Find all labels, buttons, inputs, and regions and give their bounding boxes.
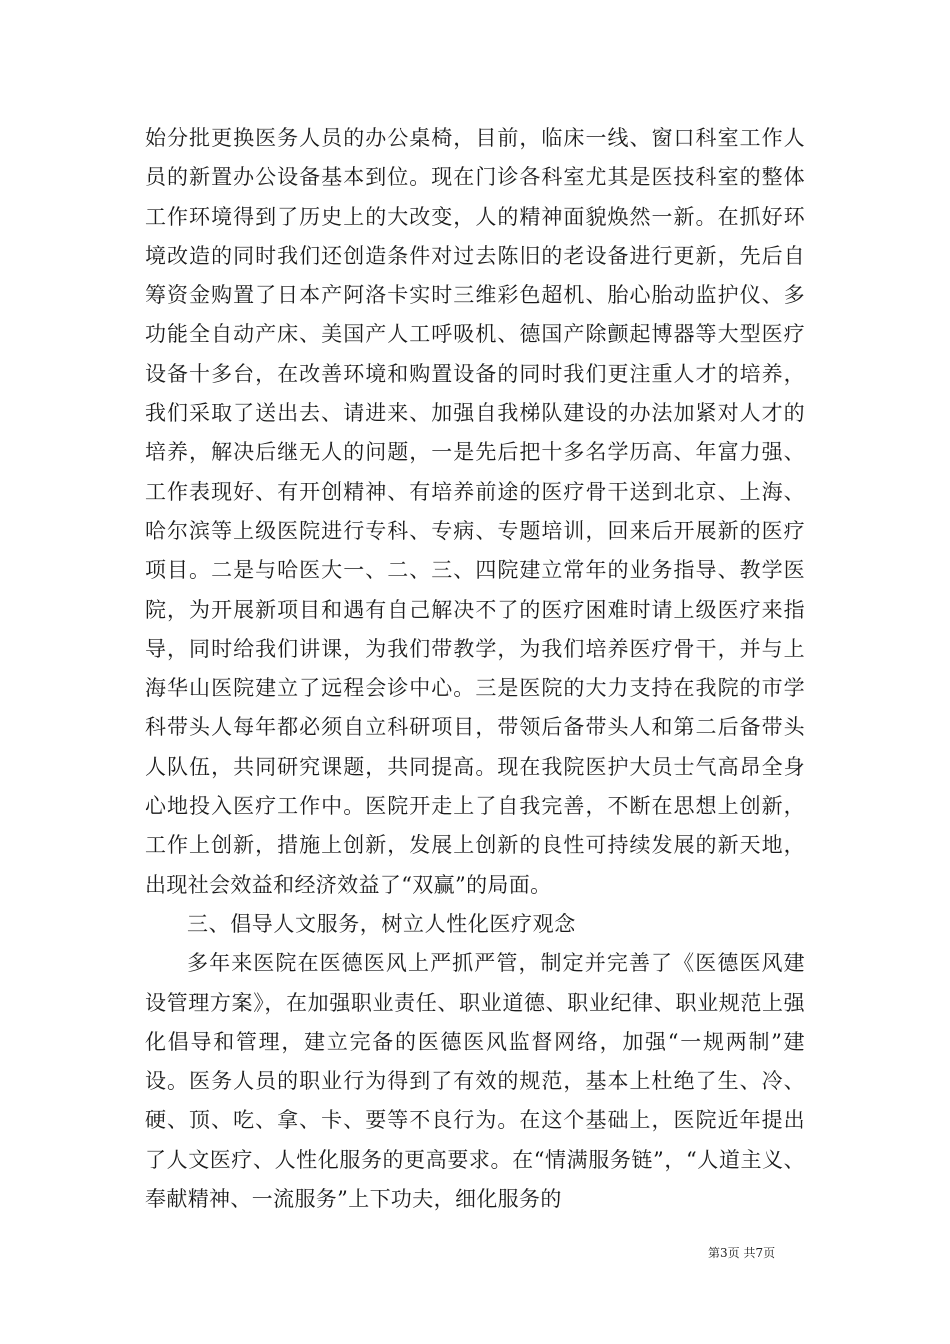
footer-total-pages: 7 — [755, 1246, 764, 1260]
footer-suffix: 页 — [763, 1246, 776, 1260]
paragraph-medical-ethics: 多年来医院在医德医风上严抓严管，制定并完善了《医德医风建设管理方案》，在加强职业责任、职业道德、职业纪律、职业规范上强化倡导和管理，建立完备的医德医风监督网络，加强“一规两制”建设。医务人员的职业行为得到了有效的规范，基本上杜绝了生、冷、硬、顶、吃、拿、卡、要等不良行为。在这个基础上，医院近年提出了人文医疗、人性化服务的更高要求。在“情满服务链”，“人道主义、奉献精神、一流服务”上下功夫，细化服务的 — [145, 951, 805, 1212]
footer-prefix: 第 — [708, 1246, 721, 1260]
paragraph-continuation: 始分批更换医务人员的办公桌椅，目前，临床一线、窗口科室工作人员的新置办公设备基本到位。现在门诊各科室尤其是医技科室的整体工作环境得到了历史上的大改变，人的精神面貌焕然一新。在抓好环境改造的同时我们还创造条件对过去陈旧的老设备进行更新，先后自筹资金购置了日本产阿洛卡实时三维彩色超机、胎心胎动监护仪、多功能全自动产床、美国产人工呼吸机、德国产除颤起博器等大型医疗设备十多台，在改善环境和购置设备的同时我们更注重人才的培养，我们采取了送出去、请进来、加强自我梯队建设的办法加紧对人才的培养，解决后继无人的问题，一是先后把十多名学历高、年富力强、工作表现好、有开创精神、有培养前途的医疗骨干送到北京、上海、哈尔滨等上级医院进行专科、专病、专题培训，回来后开展新的医疗项目。二是与哈医大一、二、三、四院建立常年的业务指导、教学医院，为开展新项目和遇有自己解决不了的医疗困难时请上级医疗来指导，同时给我们讲课，为我们带教学，为我们培养医疗骨干，并与上海华山医院建立了远程会诊中心。三是医院的大力支持在我院的市学科带头人每年都必须自立科研项目，带领后备带头人和第二后备带头人队伍，共同研究课题，共同提高。现在我院医护大员士气高昂全身心地投入医疗工作中。医院开走上了自我完善，不断在思想上创新，工作上创新，措施上创新，发展上创新的良性可持续发展的新天地，出现社会效益和经济效益了“双赢”的局面。 — [145, 126, 805, 897]
footer-current-page: 3 — [720, 1246, 728, 1260]
document-body — [145, 119, 805, 1219]
page-footer — [708, 1244, 775, 1261]
footer-middle: 页 共 — [727, 1246, 756, 1260]
section-heading-3: 三、倡导人文服务，树立人性化医疗观念 — [187, 911, 576, 936]
